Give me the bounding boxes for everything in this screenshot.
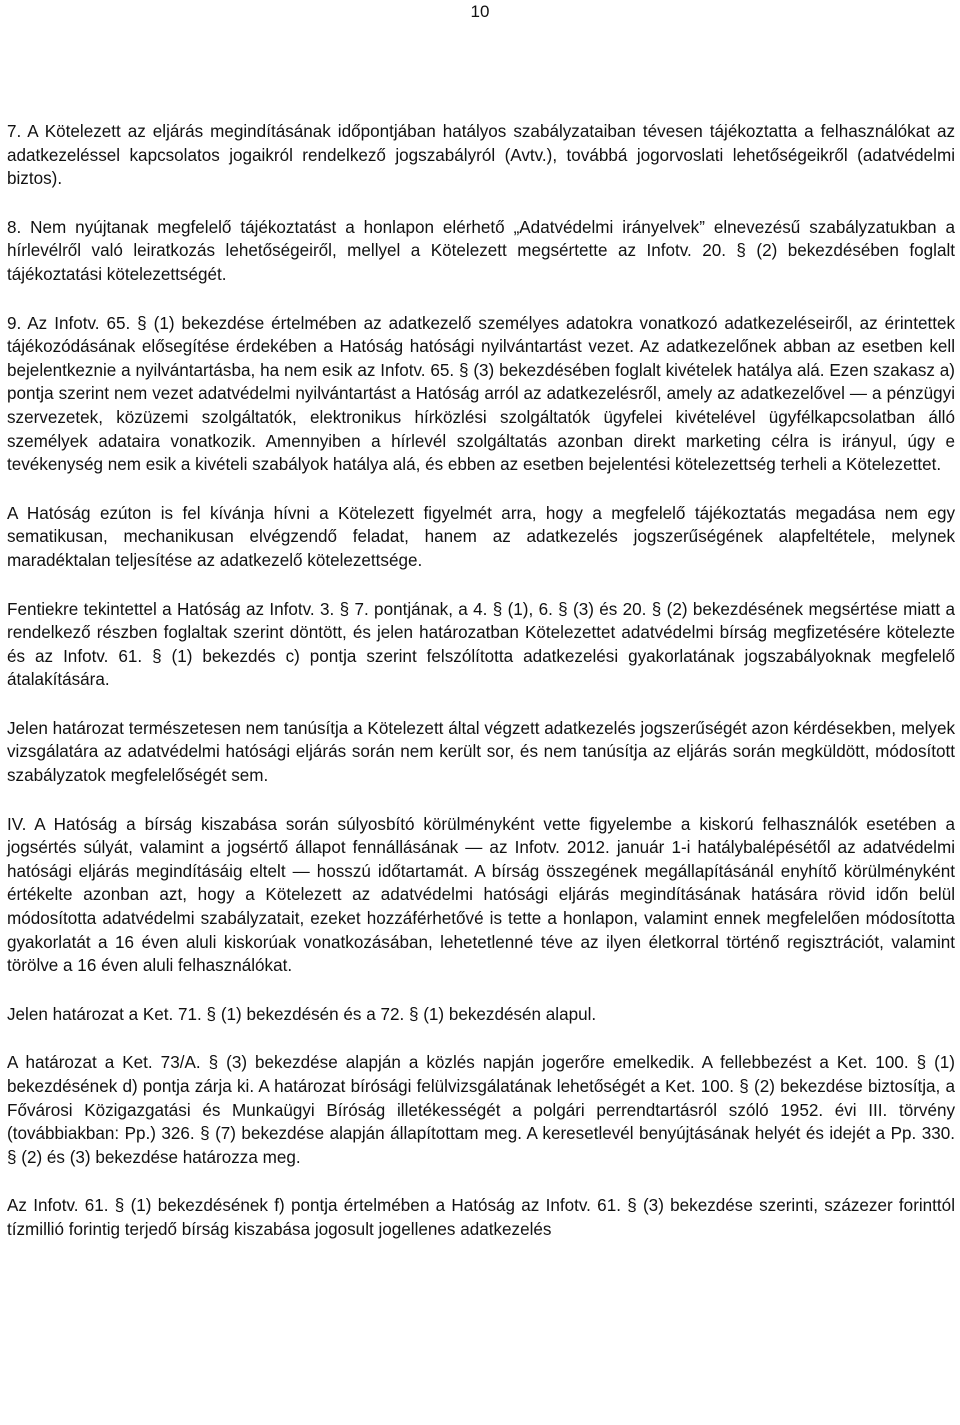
paragraph-remedy: A határozat a Ket. 73/A. § (3) bekezdése alapján a közlés napján jogerőre emelkedik. A fellebbezést a Ket. 100. § (1) bekezdésének d) pontja zárja ki. A határozat bírósági felülvizsgálatának lehetőségét a Ket. 100. § (2) bekezdése biztosítja, a Fővárosi Közigazgatási és Munkaügyi Bíróság illetékességét a polgári perrendtartásról szóló 1952. évi III. törvény (továbbiakban: Pp.) 326. § (7) bekezdése alapján állapítottam meg. A keresetlevél benyújtásának helyét és idejét a Pp. 330. § (2) és (3) bekezdése határozza meg. — [7, 1053, 955, 1167]
paragraph-notice: A Hatóság ezúton is fel kívánja hívni a Kötelezett figyelmét arra, hogy a megfelelő tájékoztatás megadása nem egy sematikusan, mechanikusan elvégzendő feladat, hanem az adatkezelés jogszerűségének alapfeltétele, melynek maradéktalan teljesítése az adatkezelő kötelezettsége. — [7, 503, 955, 570]
paragraph-legal-basis: Jelen határozat a Ket. 71. § (1) bekezdésén és a 72. § (1) bekezdésén alapul. — [7, 1004, 597, 1024]
paragraph-section-iv: IV. A Hatóság a bírság kiszabása során súlyosbító körülményként vette figyelembe a kiskorú felhasználók esetében a jogsértés súlyát, valamint a jogsértő állapot fennállásának — az Infotv. 2012. január 1-i hatálybalépésétől az adatvédelmi hatósági eljárás megindításáig eltelt — hosszú időtartamát. A bírság összegének megállapításánál enyhítő körülményként értékelte azonban azt, hogy a Kötelezett az adatvédelmi hatósági eljárás megindításának hatására rövid időn belül módosította adatvédelmi szabályzatait, ezeket hozzáférhetővé is tette a honlapon, valamint ennek megfelelően módosította gyakorlatát a 16 éven aluli kiskorúak vonatkozásában, lehetetlenné téve az ilyen életkorral történő regisztrációt, valamint törölve a 16 éven aluli felhasználókat. — [7, 814, 955, 976]
paragraph-point-7: 7. A Kötelezett az eljárás megindításának időpontjában hatályos szabályzataiban tévesen tájékoztatta a felhasználókat az adatkezeléssel kapcsolatos jogaikról rendelkező jogszabályról (Avtv.), továbbá jogorvoslati lehetőségeikről (adatvédelmi biztos). — [7, 122, 955, 189]
paragraph-scope: Jelen határozat természetesen nem tanúsítja a Kötelezett által végzett adatkezelés jogszerűségét azon kérdésekben, melyek vizsgálatára az adatvédelmi hatósági eljárás során nem került sor, és nem tanúsítja az eljárás során megküldött, módosított szabályzatok megfelelőségét sem. — [7, 718, 955, 786]
paragraph-point-8: 8. Nem nyújtanak megfelelő tájékoztatást a honlapon elérhető „Adatvédelmi irányelvek” elnevezésű szabályzatukban a hírlevélről való leiratkozás lehetőségeiről, mellyel a Kötelezett megsértette az Infotv. 20. § (2) bekezdésében foglalt tájékoztatási kötelezettségét. — [7, 217, 955, 284]
paragraph-fine-authority: Az Infotv. 61. § (1) bekezdésének f) pontja értelmében a Hatóság az Infotv. 61. § (3) bekezdése szerinti, százezer forinttól tízmillió forintig terjedő bírság kiszabása jogosult jogellenes adatkezelés — [7, 1196, 955, 1239]
document-body — [7, 120, 955, 1242]
paragraph-point-9: 9. Az Infotv. 65. § (1) bekezdése értelmében az adatkezelő személyes adatokra vonatkozó adatkezeléseiről, az érintettek tájékozódásának elősegítése érdekében a Hatóság hatósági nyilvántartást vezet. Az adatkezelőnek abban az esetben kell bejelentkeznie a nyilvántartásba, ha nem esik az Infotv. 65. § (3) bekezdésében foglalt kivételek hatálya alá. Ezen szakasz a) pontja szerint nem vezet adatvédelmi nyilvántartást a Hatóság arról az adatkezelésről, amely az adatkezelővel — a pénzügyi szervezetek, közüzemi szolgáltatók, elektronikus hírközlési szolgáltatók ügyfelei kivételével ügyfélkapcsolatban álló személyek adataira vonatkozik. Amennyiben a hírlevél szolgáltatás azonban direkt marketing célra is irányul, úgy e tevékenység nem esik a kivételi szabályok hatálya alá, és ebben az esetben bejelentési kötelezettség terheli a Kötelezettet. — [7, 313, 955, 475]
paragraph-decision: Fentiekre tekintettel a Hatóság az Infotv. 3. § 7. pontjának, a 4. § (1), 6. § (3) és 20. § (2) bekezdésének megsértése miatt a rendelkező részben foglaltak szerint döntött, és jelen határozatban Kötelezettet adatvédelmi bírság megfizetésére kötelezte és az Infotv. 61. § (1) bekezdés c) pontja szerint felszólította adatkezelési gyakorlatának jogszabályoknak megfelelő átalakítására. — [7, 599, 955, 690]
page-number: 10 — [470, 2, 490, 21]
